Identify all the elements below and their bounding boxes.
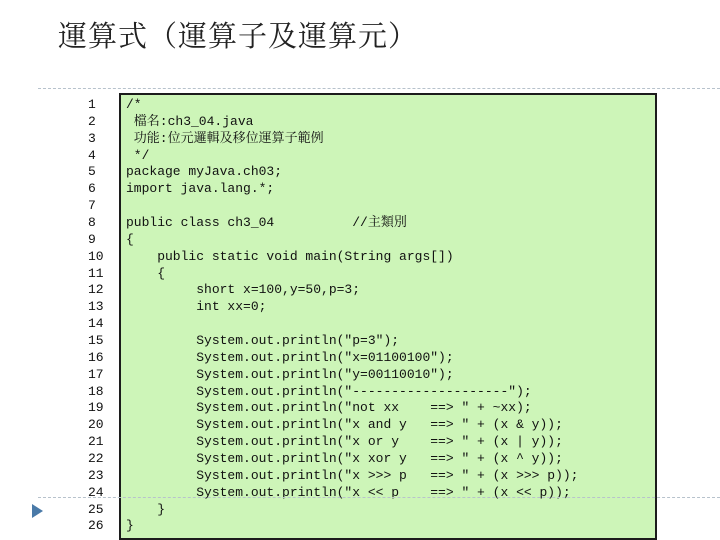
code-line: package myJava.ch03;: [126, 164, 283, 180]
code-line: [126, 316, 646, 333]
code-line: }: [126, 518, 134, 534]
code-line: */: [126, 147, 150, 163]
code-line: System.out.println("x or y ==> " + (x | y));: [126, 434, 563, 450]
line-number: 20: [88, 417, 104, 433]
line-number: 7: [88, 198, 96, 214]
code-line: System.out.println("x << p ==> " + (x << p));: [126, 484, 571, 500]
line-numbers: [88, 97, 118, 535]
line-number: 17: [88, 366, 104, 382]
line-number: 8: [88, 215, 96, 231]
line-number: 9: [88, 231, 96, 247]
line-number: 5: [88, 164, 96, 180]
top-divider: [38, 88, 720, 89]
code-line: System.out.println("x >>> p ==> " + (x >>> p));: [126, 467, 579, 483]
code-line: 功能:位元邏輯及移位運算子範例: [126, 130, 324, 146]
code-line: System.out.println("x and y ==> " + (x & y));: [126, 417, 563, 433]
code-line: System.out.println("not xx ==> " + ~xx);: [126, 400, 532, 416]
code-line: }: [126, 501, 166, 517]
line-number: 26: [88, 518, 104, 534]
line-number: 23: [88, 467, 104, 483]
line-number: 18: [88, 383, 104, 399]
code-line: System.out.println("x=01100100");: [126, 349, 454, 365]
line-number: 25: [88, 501, 104, 517]
line-number: 3: [88, 130, 96, 146]
code-line: {: [126, 265, 166, 281]
code-line: System.out.println("y=00110010");: [126, 366, 454, 382]
line-number: 10: [88, 248, 104, 264]
line-number: 15: [88, 333, 104, 349]
line-number: 6: [88, 181, 96, 197]
line-number: 12: [88, 282, 104, 298]
line-number: 14: [88, 316, 104, 332]
code-line: short x=100,y=50,p=3;: [126, 282, 361, 298]
code-line: {: [126, 231, 134, 247]
bottom-divider: [38, 497, 720, 498]
code-line: System.out.println("--------------------");: [126, 383, 532, 399]
code-line: int xx=0;: [126, 299, 267, 315]
line-number: 2: [88, 113, 96, 129]
line-number: 24: [88, 484, 104, 500]
code-line: System.out.println("x xor y ==> " + (x ^ y));: [126, 451, 563, 467]
code-line: public static void main(String args[]): [126, 248, 454, 264]
line-number: 16: [88, 349, 104, 365]
code-line: 檔名:ch3_04.java: [126, 113, 254, 129]
line-number: 13: [88, 299, 104, 315]
code-line: [126, 198, 646, 215]
line-number: 11: [88, 265, 104, 281]
line-number: 22: [88, 451, 104, 467]
line-number: 1: [88, 97, 96, 112]
bullet-triangle-icon: [32, 504, 43, 518]
code-line: import java.lang.*;: [126, 181, 275, 197]
code-line: public class ch3_04 //主類別: [126, 215, 407, 231]
code-lines: [126, 97, 646, 535]
code-line: /*: [126, 97, 142, 112]
code-line: System.out.println("p=3");: [126, 333, 400, 349]
line-number: 19: [88, 400, 104, 416]
line-number: 4: [88, 147, 96, 163]
line-number: 21: [88, 434, 104, 450]
slide-title: 運算式（運算子及運算元）: [58, 19, 419, 53]
